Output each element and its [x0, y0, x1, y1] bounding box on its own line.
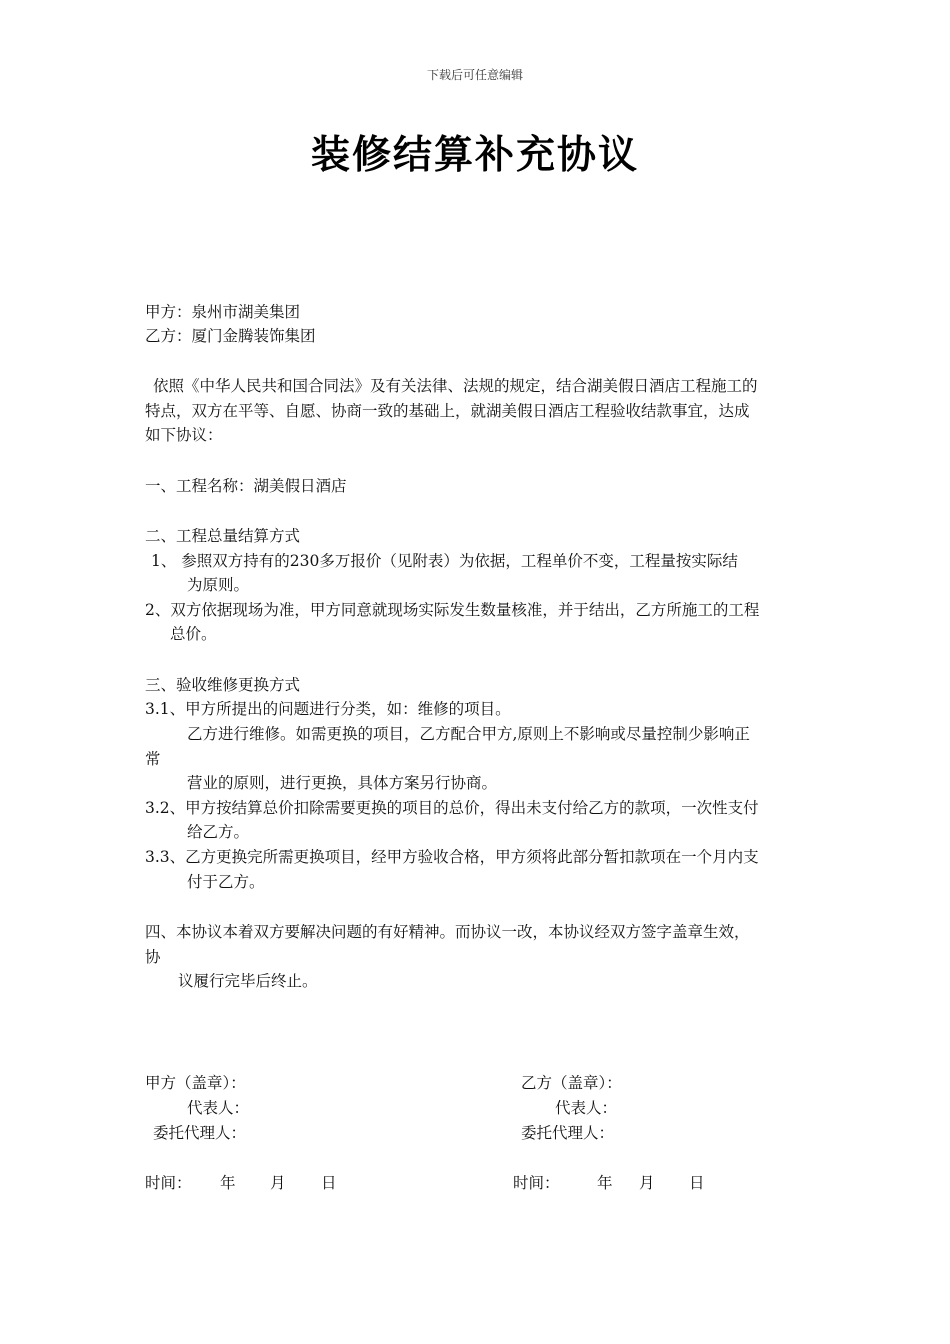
party-b-representative-label: 代表人：	[555, 1099, 618, 1117]
party-a-day-label: 日	[321, 1174, 337, 1192]
party-a-year-label: 年	[220, 1174, 236, 1192]
section-3-item-1-line-3: 常	[145, 750, 161, 768]
party-b-time-label: 时间：	[513, 1174, 560, 1192]
section-3-item-1-line-2: 乙方进行维修。如需更换的项目，乙方配合甲方,原则上不影响或尽量控制少影响正	[187, 725, 750, 743]
party-a-agent-label: 委托代理人：	[153, 1124, 247, 1142]
party-b-agent-label: 委托代理人：	[521, 1124, 615, 1142]
section-3-item-1-line-4: 营业的原则，进行更换，具体方案另行协商。	[187, 774, 498, 792]
party-b-line: 乙方：厦门金腾装饰集团	[145, 327, 316, 345]
party-b-year-label: 年	[597, 1174, 613, 1192]
party-b-day-label: 日	[689, 1174, 705, 1192]
section-4-line-1: 四、本协议本着双方要解决问题的有好精神。而协议一改，本协议经双方签字盖章生效，	[145, 923, 750, 941]
section-1-project-name: 一、工程名称：湖美假日酒店	[145, 477, 347, 495]
party-a-seal-label: 甲方（盖章）：	[145, 1074, 246, 1092]
section-3-item-1-line-1: 3.1、甲方所提出的问题进行分类，如：维修的项目。	[145, 700, 511, 718]
party-a-time-label: 时间：	[145, 1174, 192, 1192]
party-a-line: 甲方：泉州市湖美集团	[145, 303, 301, 321]
section-4-line-3: 议履行完毕后终止。	[178, 972, 318, 990]
document-title: 装修结算补充协议	[310, 133, 639, 178]
party-b-seal-label: 乙方（盖章）：	[521, 1074, 622, 1092]
header-note: 下载后可任意编辑	[426, 68, 523, 82]
section-2-item-2-line-1: 2、双方依据现场为准，甲方同意就现场实际发生数量核准，并于结出，乙方所施工的工程	[145, 601, 760, 619]
party-a-month-label: 月	[270, 1174, 286, 1192]
preamble-line-1: 依照《中华人民共和国合同法》及有关法律、法规的规定，结合湖美假日酒店工程施工的	[153, 377, 758, 395]
section-3-item-3-line-1: 3.3、乙方更换完所需更换项目，经甲方验收合格，甲方须将此部分暂扣款项在一个月内支	[145, 848, 759, 866]
preamble-line-2: 特点，双方在平等、自愿、协商一致的基础上，就湖美假日酒店工程验收结款事宜，达成	[145, 402, 750, 420]
section-2-item-1-line-1: 1、 参照双方持有的230多万报价（见附表）为依据，工程单价不变，工程量按实际结	[151, 552, 738, 570]
section-3-item-3-line-2: 付于乙方。	[187, 873, 265, 891]
party-b-month-label: 月	[639, 1174, 655, 1192]
section-4-line-2: 协	[145, 948, 161, 966]
section-2-item-1-line-2: 为原则。	[187, 576, 250, 594]
section-3-item-2-line-1: 3.2、甲方按结算总价扣除需要更换的项目的总价，得出未支付给乙方的款项，一次性支付	[145, 799, 759, 817]
section-3-heading: 三、验收维修更换方式	[145, 676, 301, 694]
section-2-item-2-line-2: 总价。	[170, 625, 217, 643]
party-a-representative-label: 代表人：	[187, 1099, 250, 1117]
preamble-line-3: 如下协议：	[145, 426, 223, 444]
section-3-item-2-line-2: 给乙方。	[187, 823, 250, 841]
section-2-heading: 二、工程总量结算方式	[145, 527, 301, 545]
